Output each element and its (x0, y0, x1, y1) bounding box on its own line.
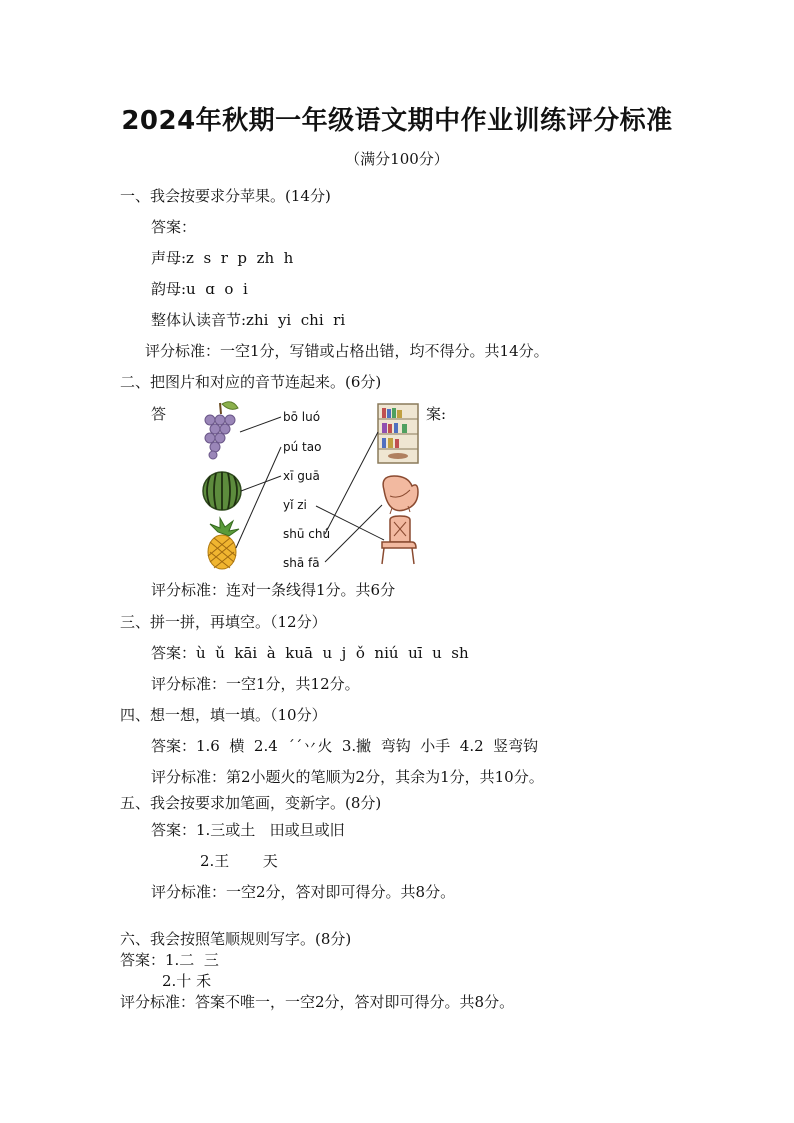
bookcase-icon (378, 404, 418, 463)
page-title: 2024年秋期一年级语文期中作业训练评分标准 (121, 106, 673, 136)
section-5-answer-1: 答案：1.三或土 田或旦或旧 (151, 821, 345, 839)
pineapple-icon (208, 518, 239, 569)
section-3-scoring: 评分标准：一空1分，共12分。 (151, 675, 360, 693)
syllable-pu-tao: pú tao (283, 440, 322, 454)
section-5-scoring: 评分标准：一空2分，答对即可得分。共8分。 (151, 883, 456, 901)
syllable-yi-zi: yǐ zi (283, 498, 307, 512)
section-6-scoring: 评分标准：答案不唯一，一空2分，答对即可得分。共8分。 (120, 993, 515, 1011)
syllable-xi-gua: xī guā (283, 469, 320, 483)
grapes-icon (205, 402, 238, 459)
watermelon-icon (203, 472, 241, 510)
section-1-answer-label: 答案： (151, 218, 197, 236)
section-6-answer-1: 答案：1.二 三 (120, 951, 219, 969)
matching-lines (236, 417, 384, 562)
section-3-answer: 答案：ù ǔ kāi à kuā u j ǒ niú uī u sh (151, 644, 469, 662)
section-4-heading: 四、想一想，填一填。（10分） (120, 706, 327, 724)
section-2-answer-left: 答 (151, 405, 167, 423)
syllable-sha-fa: shā fā (283, 556, 320, 570)
section-4-scoring: 评分标准：第2小题火的笔顺为2分，其余为1分，共10分。 (151, 768, 544, 786)
section-1-whole-syllables: 整体认读音节:zhi yi chi ri (151, 311, 346, 329)
section-2-answer-right: 案: (426, 405, 447, 423)
section-5-heading: 五、我会按要求加笔画，变新字。(8分) (120, 794, 382, 812)
section-1-scoring: 评分标准：一空1分，写错或占格出错，均不得分。共14分。 (145, 342, 549, 360)
syllable-bo-luo: bō luó (283, 410, 321, 424)
section-6-answer-2: 2.十 禾 (162, 972, 212, 990)
section-4-answer: 答案：1.6 横 2.4 ˊˊ丷火 3.撇 弯钩 小手 4.2 竖弯钩 (151, 737, 539, 755)
section-6-heading: 六、我会按照笔顺规则写字。(8分) (120, 930, 352, 948)
syllable-shu-chu: shū chú (283, 527, 331, 541)
section-1-initials: 声母:z s r p zh h (151, 249, 294, 267)
page-subtitle: （满分100分） (345, 150, 449, 168)
sofa-icon (383, 476, 418, 514)
section-1-heading: 一、我会按要求分苹果。(14分) (120, 187, 331, 205)
section-2-scoring: 评分标准：连对一条线得1分。共6分 (151, 581, 396, 599)
section-2-heading: 二、把图片和对应的音节连起来。(6分) (120, 373, 382, 391)
section-5-answer-2: 2.王 天 (200, 852, 278, 870)
section-3-heading: 三、拼一拼，再填空。（12分） (120, 613, 327, 631)
chair-icon (382, 516, 416, 564)
section-1-finals: 韵母:u ɑ o i (151, 280, 248, 298)
